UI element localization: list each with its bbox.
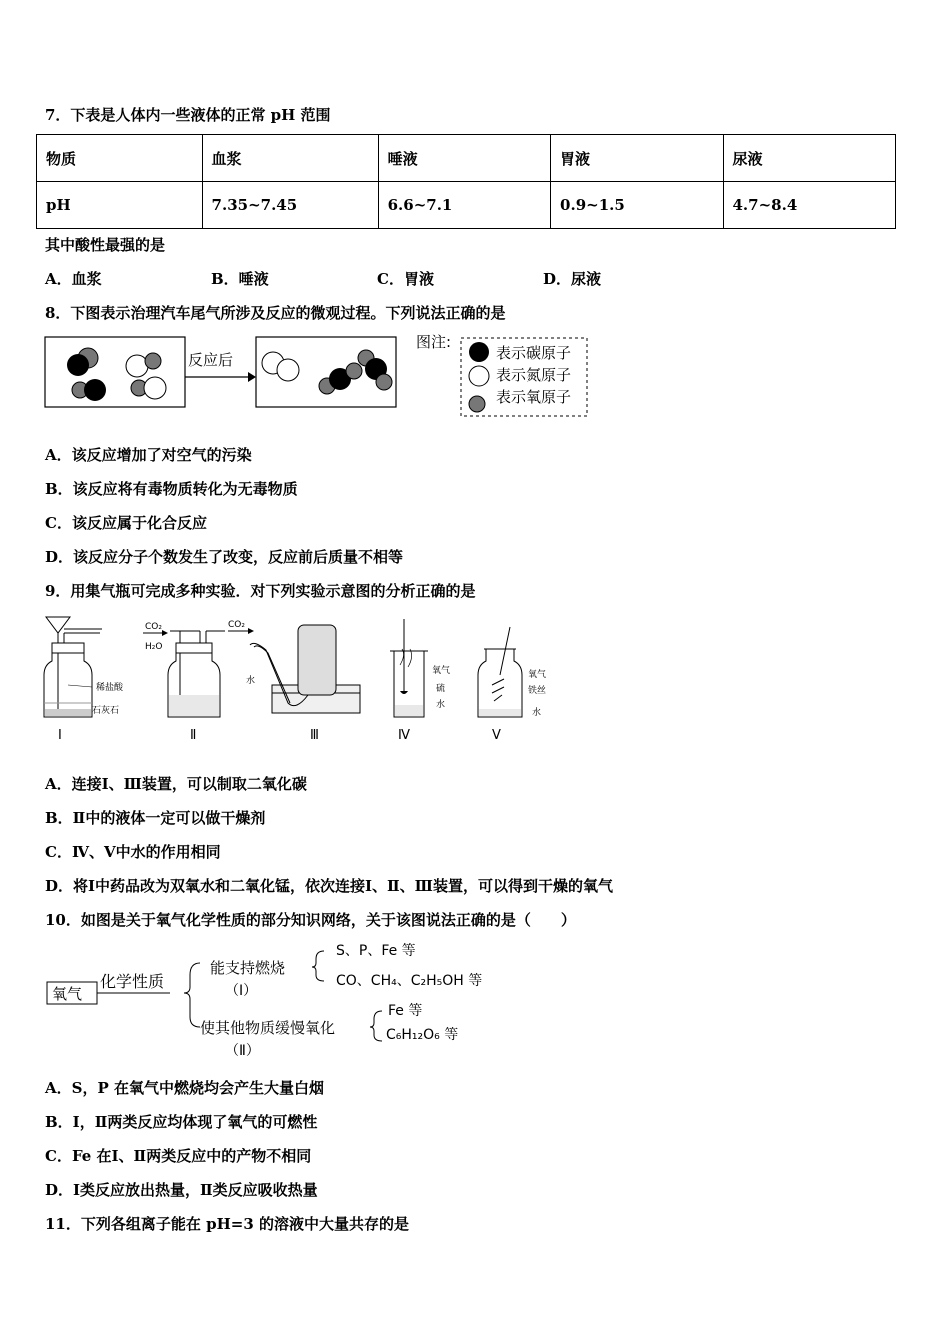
- ph-table: [36, 134, 896, 229]
- carbon-atom-legend: [469, 342, 489, 362]
- option-d[interactable]: D．将Ⅰ中药品改为双氧水和二氧化锰，依次连接Ⅰ、Ⅱ、Ⅲ装置，可以得到干燥的氧气: [45, 877, 613, 895]
- numeral-iii: Ⅲ: [310, 728, 319, 743]
- apparatus-v: [478, 627, 546, 743]
- label-co2-in: CO₂: [145, 622, 162, 632]
- molecule-co: [72, 379, 106, 401]
- q7-options: [45, 268, 709, 289]
- tag-i: （Ⅰ）: [225, 983, 258, 999]
- numeral-v: Ⅴ: [492, 728, 501, 743]
- oxygen-atom-legend: [469, 396, 485, 412]
- apparatus-diagram: [40, 605, 560, 750]
- apparatus-iv: [390, 619, 450, 743]
- nitrogen-atom-legend: [469, 366, 489, 386]
- label-limestone: 石灰石: [92, 706, 120, 716]
- option-d[interactable]: D．Ⅰ类反应放出热量，Ⅱ类反应吸收热量: [45, 1181, 318, 1199]
- option-a[interactable]: A．血浆: [45, 270, 102, 288]
- node1-item: CO、CH₄、C₂H₅OH 等: [336, 973, 483, 989]
- table-cell: 6.6~7.1: [378, 182, 550, 229]
- table-cell: pH: [37, 182, 203, 229]
- molecule-n2: [262, 352, 299, 381]
- option-d[interactable]: D．尿液: [543, 270, 602, 288]
- node-slow-oxidation: 使其他物质缓慢氧化: [200, 1019, 336, 1037]
- knowledge-network-diagram: [40, 935, 520, 1065]
- legend-item: 表示碳原子: [496, 344, 572, 362]
- molecule-no: [131, 377, 166, 399]
- numeral-iv: Ⅳ: [398, 728, 410, 743]
- q9-title: 9．用集气瓶可完成多种实验．对下列实验示意图的分析正确的是: [45, 582, 476, 600]
- legend-title: 图注:: [416, 333, 452, 351]
- option-c[interactable]: C．该反应属于化合反应: [45, 514, 207, 532]
- legend-item: 表示氮原子: [496, 366, 572, 384]
- legend-item: 表示氧原子: [496, 388, 572, 406]
- table-cell: 尿液: [723, 135, 896, 182]
- numeral-i: Ⅰ: [58, 728, 62, 743]
- option-d[interactable]: D．该反应分子个数发生了改变，反应前后质量不相等: [45, 548, 404, 566]
- option-b[interactable]: B．该反应将有毒物质转化为无毒物质: [45, 480, 298, 498]
- label-oxygen: 氧气: [432, 666, 451, 676]
- option-c[interactable]: C．胃液: [377, 270, 434, 288]
- apparatus-ii: [143, 620, 254, 743]
- option-a[interactable]: A．S，P 在氧气中燃烧均会产生大量白烟: [45, 1079, 324, 1097]
- option-b[interactable]: B．唾液: [211, 270, 269, 288]
- apparatus-iii: [246, 625, 360, 743]
- tag-ii: （Ⅱ）: [225, 1043, 260, 1059]
- label-h2o: H₂O: [145, 642, 163, 652]
- label-water: 水: [436, 700, 446, 710]
- table-cell: 血浆: [202, 135, 378, 182]
- branch-label: 化学性质: [100, 972, 165, 991]
- option-a[interactable]: A．连接Ⅰ、Ⅲ装置，可以制取二氧化碳: [45, 775, 307, 793]
- q7-question: 其中酸性最强的是: [45, 236, 166, 254]
- label-water: 水: [532, 708, 542, 718]
- label-sulfur: 硫: [436, 684, 446, 694]
- table-cell: 唾液: [378, 135, 550, 182]
- label-co2-out: CO₂: [228, 620, 245, 630]
- table-header-row: [37, 135, 896, 182]
- table-cell: 4.7~8.4: [723, 182, 896, 229]
- label-iron-wire: 铁丝: [528, 686, 547, 696]
- table-cell: 0.9~1.5: [551, 182, 723, 229]
- option-b[interactable]: B．Ⅰ，Ⅱ两类反应均体现了氧气的可燃性: [45, 1113, 318, 1131]
- node2-item: C₆H₁₂O₆ 等: [386, 1027, 459, 1043]
- root-node: 氧气: [52, 985, 83, 1003]
- option-c[interactable]: C．Ⅳ、Ⅴ中水的作用相同: [45, 843, 221, 861]
- table-cell: 胃液: [551, 135, 723, 182]
- molecule-co: [67, 348, 98, 376]
- arrow-label: 反应后: [188, 351, 234, 369]
- molecule-co2: [319, 363, 362, 394]
- q10-title: 10．如图是关于氧气化学性质的部分知识网络，关于该图说法正确的是（ ）: [45, 911, 576, 929]
- node2-item: Fe 等: [388, 1003, 423, 1019]
- q8-title: 8．下图表示治理汽车尾气所涉及反应的微观过程。下列说法正确的是: [45, 304, 506, 322]
- q7-title: 7．下表是人体内一些液体的正常 pH 范围: [45, 106, 331, 124]
- numeral-ii: Ⅱ: [190, 728, 197, 743]
- molecule-co2: [358, 350, 392, 390]
- option-a[interactable]: A．该反应增加了对空气的污染: [45, 446, 252, 464]
- apparatus-i: [44, 617, 124, 743]
- reaction-diagram: [40, 330, 600, 422]
- label-oxygen: 氧气: [528, 670, 547, 680]
- q11-title: 11．下列各组离子能在 pH=3 的溶液中大量共存的是: [45, 1215, 409, 1233]
- node1-item: S、P、Fe 等: [336, 943, 416, 959]
- label-water: 水: [246, 676, 256, 686]
- option-c[interactable]: C．Fe 在Ⅰ、Ⅱ两类反应中的产物不相同: [45, 1147, 312, 1165]
- table-cell: 物质: [37, 135, 203, 182]
- node-combustion: 能支持燃烧: [210, 959, 286, 977]
- molecule-no: [126, 353, 161, 377]
- table-cell: 7.35~7.45: [202, 182, 378, 229]
- table-row: [37, 182, 896, 229]
- option-b[interactable]: B．Ⅱ中的液体一定可以做干燥剂: [45, 809, 266, 827]
- label-dilute-hcl: 稀盐酸: [96, 683, 124, 693]
